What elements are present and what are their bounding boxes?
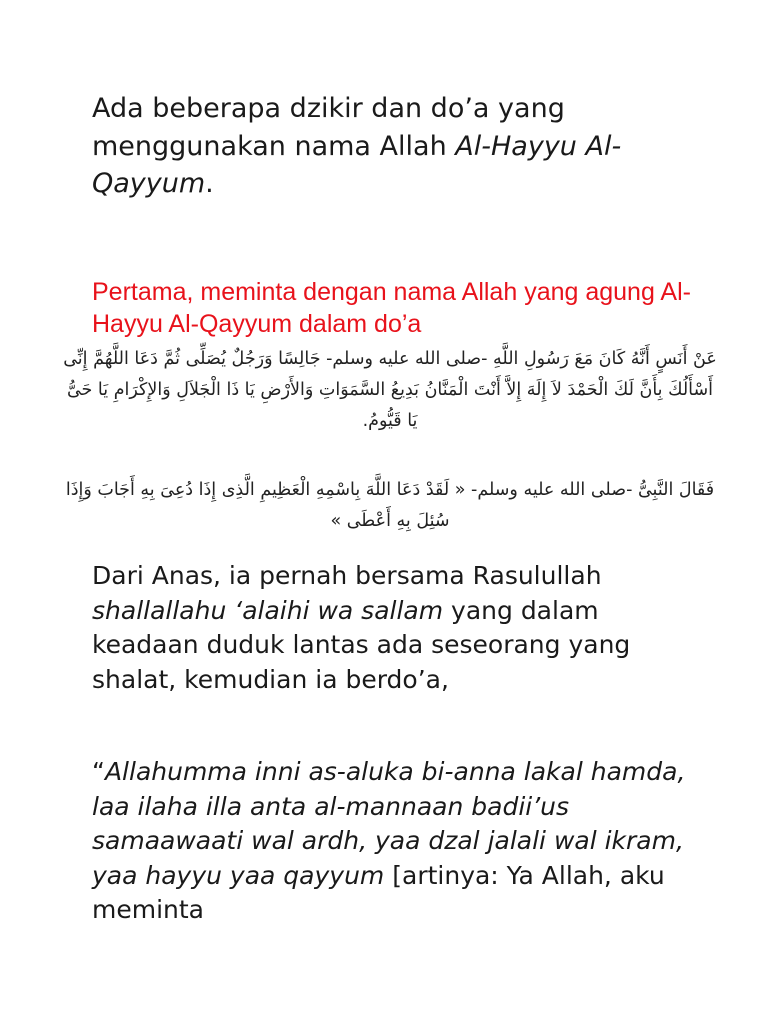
salutation-italic: shallallahu ‘alaihi wa sallam (92, 595, 444, 625)
arabic-hadith-continuation: فَقَالَ النَّبِىُّ -صلى الله عليه وسلم- « لَقَدْ دَعَا اللَّهَ بِاسْمِهِ الْعَظِيمِ الَّذِى إِذَا دُعِىَ بِهِ أَجَابَ وَإِذَا سُئِلَ بِهِ أَعْطَى » (65, 480, 715, 531)
intro-italic-name: Al-Hayyu Al-Qayyum (92, 130, 622, 199)
translation-text: Dari Anas, ia pernah bersama Rasulullah (92, 561, 602, 590)
dua-paragraph (92, 755, 712, 928)
arabic-hadith-text: عَنْ أَنَسٍ أَنَّهُ كَانَ مَعَ رَسُولِ اللَّهِ -صلى الله عليه وسلم- جَالِسًا وَرَجُلٌ يُصَلِّى ثُمَّ دَعَا اللَّهُمَّ إِنِّى أَسْأَلُكَ بِأَنَّ لَكَ الْحَمْدَ لاَ إِلَهَ إِلاَّ أَنْتَ الْمَنَّانُ بَدِيعُ السَّمَوَاتِ وَالأَرْضِ يَا ذَا الْجَلاَلِ وَالإِكْرَامِ يَا حَىُّ يَا قَيُّومُ. (63, 349, 717, 431)
intro-text: Ada beberapa dzikir dan do’a yang menggunakan nama Allah (92, 93, 565, 162)
translation-text-end: yang dalam keadaan duduk lantas ada seseorang yang shalat, kemudian ia berdo’a, (92, 595, 631, 694)
open-quote: “ (92, 757, 105, 786)
dua-meaning-text: [artinya: Ya Allah, aku meminta (92, 860, 665, 924)
intro-text-end: . (205, 168, 214, 199)
intro-paragraph (92, 90, 712, 203)
dua-transliteration: Allahumma inni as-aluka bi-anna lakal hamda, laa ilaha illa anta al-mannaan badii’us samaawaati wal ardh, yaa dzal jalali wal ikram, yaa hayyu yaa qayyum (92, 757, 686, 890)
translation-paragraph (92, 559, 712, 697)
section-heading: Pertama, meminta dengan nama Allah yang agung Al-Hayyu Al-Qayyum dalam do’a (92, 278, 691, 338)
